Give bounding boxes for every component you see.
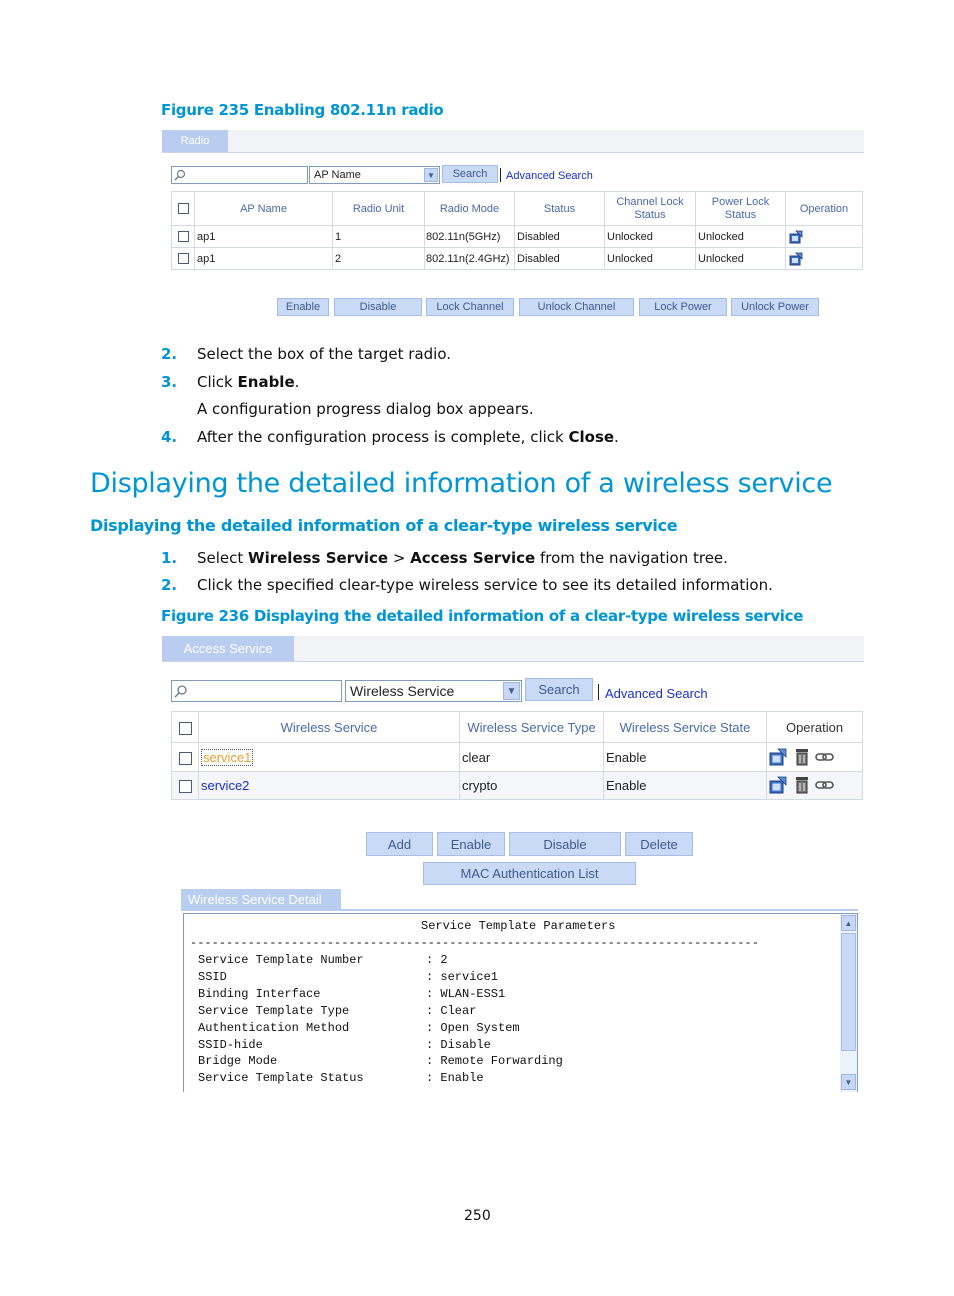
edit-icon[interactable] [789, 252, 804, 266]
step-item [161, 549, 861, 569]
cell-ap-name: ap1 [195, 248, 333, 270]
chevron-down-icon: ▼ [424, 168, 438, 182]
tab-access-service[interactable]: Access Service [162, 636, 294, 661]
table-row[interactable] [172, 743, 863, 771]
detail-label: Service Template Number [198, 953, 364, 967]
search-field-select[interactable] [345, 680, 522, 702]
section-heading: Displaying the detailed information of a wireless service [90, 468, 833, 499]
table-header-row [172, 192, 863, 226]
edit-icon[interactable] [769, 748, 788, 766]
step-item [161, 345, 861, 365]
row-checkbox[interactable] [178, 231, 189, 242]
col-radio-unit: Radio Unit [333, 192, 425, 226]
service-detail-textarea[interactable] [183, 913, 858, 1092]
magnifier-icon [174, 684, 188, 698]
chevron-down-icon: ▼ [503, 682, 520, 700]
cell-service-type: crypto [460, 771, 604, 799]
trash-icon[interactable] [794, 748, 810, 766]
step-number: 2. [161, 345, 178, 363]
cell-radio-mode: 802.11n(5GHz) [425, 226, 515, 248]
cell-status: Disabled [515, 226, 605, 248]
col-wireless-service-state: Wireless Service State [604, 712, 767, 743]
detail-label: Service Template Type [198, 1004, 350, 1018]
scroll-up-arrow-icon[interactable]: ▲ [841, 915, 856, 931]
tab-wireless-service-detail[interactable]: Wireless Service Detail [181, 889, 341, 910]
step-text: After the configuration process is complete, click Close. [197, 428, 619, 446]
figure-236-caption: Figure 236 Displaying the detailed information of a clear-type wireless service [161, 607, 804, 625]
advanced-search-link[interactable]: Advanced Search [506, 170, 593, 182]
divider [598, 684, 599, 700]
access-service-tabbar [162, 636, 864, 662]
detail-rule: ------------------------------------------------------------------------------- [190, 936, 759, 950]
lock-channel-button[interactable]: Lock Channel [426, 298, 514, 316]
cell-channel-lock: Unlocked [605, 248, 696, 270]
cell-status: Disabled [515, 248, 605, 270]
page-number: 250 [464, 1208, 491, 1224]
detail-label: Service Template Status [198, 1071, 364, 1085]
search-input[interactable] [171, 166, 308, 184]
select-all-checkbox[interactable] [179, 722, 192, 735]
add-button[interactable]: Add [366, 832, 433, 856]
detail-label: SSID-hide [198, 1038, 263, 1052]
row-checkbox[interactable] [179, 752, 192, 765]
step-number: 3. [161, 373, 178, 391]
subsection-heading: Displaying the detailed information of a clear-type wireless service [90, 516, 678, 535]
link-icon[interactable] [815, 779, 835, 791]
table-row[interactable] [172, 226, 863, 248]
step-text: Click Enable. [197, 373, 300, 391]
figure-235-caption: Figure 235 Enabling 802.11n radio [161, 101, 444, 119]
cell-power-lock: Unlocked [696, 226, 786, 248]
cell-channel-lock: Unlocked [605, 226, 696, 248]
magnifier-icon [174, 169, 186, 181]
unlock-channel-button[interactable]: Unlock Channel [519, 298, 634, 316]
detail-value: : 2 [426, 953, 448, 967]
cell-radio-unit: 2 [333, 248, 425, 270]
detail-label: Binding Interface [198, 987, 321, 1001]
tab-radio[interactable]: Radio [162, 130, 228, 152]
table-row[interactable] [172, 248, 863, 270]
cell-radio-mode: 802.11n(2.4GHz) [425, 248, 515, 270]
col-wireless-service-type: Wireless Service Type [460, 712, 604, 743]
row-checkbox[interactable] [178, 253, 189, 264]
step-text: Select Wireless Service > Access Service from the navigation tree. [197, 549, 728, 567]
enable-button[interactable]: Enable [277, 298, 329, 316]
trash-icon[interactable] [794, 776, 810, 794]
detail-value: : Clear [426, 1004, 477, 1018]
service-link[interactable]: service1 [203, 749, 252, 765]
detail-value: : WLAN-ESS1 [426, 987, 506, 1001]
divider [500, 168, 501, 182]
select-all-checkbox[interactable] [178, 203, 189, 214]
col-radio-mode: Radio Mode [425, 192, 515, 226]
detail-title: Service Template Parameters [421, 919, 616, 933]
table-header-row [172, 712, 863, 743]
radio-tabbar [162, 130, 864, 153]
detail-value: : service1 [426, 970, 499, 984]
step-item [161, 373, 861, 393]
col-ap-name: AP Name [195, 192, 333, 226]
search-input[interactable] [171, 680, 342, 702]
advanced-search-link[interactable]: Advanced Search [605, 686, 708, 701]
col-power-lock-status: Power Lock Status [696, 192, 786, 226]
link-icon[interactable] [815, 751, 835, 763]
search-field-select[interactable] [309, 166, 440, 184]
service-link[interactable]: service2 [201, 777, 250, 793]
scrollbar[interactable] [840, 914, 857, 1092]
scrollbar-thumb[interactable] [841, 933, 856, 1051]
scroll-down-arrow-icon[interactable]: ▼ [841, 1074, 856, 1090]
detail-value: : Disable [426, 1038, 491, 1052]
col-status: Status [515, 192, 605, 226]
step-note [161, 400, 861, 420]
cell-service-state: Enable [604, 771, 767, 799]
unlock-power-button[interactable]: Unlock Power [731, 298, 819, 316]
detail-label: Authentication Method [198, 1021, 350, 1035]
mac-authentication-list-button[interactable]: MAC Authentication List [423, 862, 636, 885]
detail-value: : Enable [426, 1071, 484, 1085]
step-item [161, 428, 861, 448]
step-text: Select the box of the target radio. [197, 345, 452, 363]
detail-value: : Remote Forwarding [426, 1054, 563, 1068]
table-row[interactable] [172, 771, 863, 799]
cell-ap-name: ap1 [195, 226, 333, 248]
step-text: Click the specified clear-type wireless service to see its detailed information. [197, 576, 773, 594]
cell-power-lock: Unlocked [696, 248, 786, 270]
delete-button[interactable]: Delete [625, 832, 693, 856]
disable-button[interactable]: Disable [509, 832, 621, 856]
cell-service-state: Enable [604, 743, 767, 771]
edit-icon[interactable] [789, 230, 804, 244]
step-number: 4. [161, 428, 178, 446]
step-text: A configuration progress dialog box appears. [197, 400, 534, 418]
disable-button[interactable]: Disable [334, 298, 422, 316]
access-service-panel [162, 636, 864, 1092]
cell-radio-unit: 1 [333, 226, 425, 248]
step-number: 1. [161, 549, 178, 567]
search-button[interactable]: Search [442, 165, 498, 183]
step-number: 2. [161, 576, 178, 594]
wireless-service-table [171, 711, 863, 800]
detail-label: SSID [198, 970, 227, 984]
col-channel-lock-status: Channel Lock Status [605, 192, 696, 226]
radio-table [171, 191, 863, 270]
search-field-value: Wireless Service [350, 683, 455, 699]
detail-value: : Open System [426, 1021, 520, 1035]
row-checkbox[interactable] [179, 780, 192, 793]
enable-button[interactable]: Enable [437, 832, 505, 856]
col-operation: Operation [786, 192, 863, 226]
detail-label: Bridge Mode [198, 1054, 278, 1068]
tab-underline [181, 909, 858, 911]
search-button[interactable]: Search [525, 678, 593, 701]
lock-power-button[interactable]: Lock Power [639, 298, 727, 316]
cell-service-type: clear [460, 743, 604, 771]
edit-icon[interactable] [769, 776, 788, 794]
search-field-value: AP Name [314, 169, 361, 181]
step-item [161, 576, 861, 596]
col-operation: Operation [767, 712, 863, 743]
radio-panel [162, 130, 864, 320]
col-wireless-service: Wireless Service [199, 712, 460, 743]
